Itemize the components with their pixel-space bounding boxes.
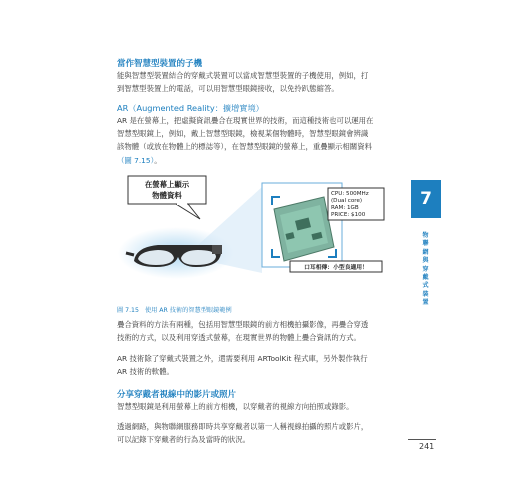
caption-number: 圖 7.15 <box>117 307 139 314</box>
footer-rule <box>408 439 436 440</box>
ar-glasses-figure <box>116 175 386 299</box>
text-line: 技術的方式，以及利用穿透式螢幕，在現實世界的物體上疊合資訊的方式。 <box>117 333 361 343</box>
section-heading-sub-device: 當作智慧型裝置的子機 <box>117 59 203 69</box>
section-heading-share: 分享穿戴者視線中的影片或照片 <box>117 390 237 400</box>
figure-reference: （圖 7.15） <box>117 155 155 165</box>
text-line: 透過網路，與物聯網服務即時共享穿戴者以第一人稱視線拍攝的照片或影片， <box>117 422 369 431</box>
info-line-1: CPU: 500MHz <box>331 191 369 197</box>
text-line: 智慧型眼鏡是利用螢幕上的前方相機，以穿戴者的視線方向拍照或錄影。 <box>117 402 354 411</box>
text-line: AR 是在螢幕上，把虛擬資訊疊合在現實世界的技術，而這種技術也可以運用在 <box>117 116 374 125</box>
callout-line-1: 在螢幕上顯示 <box>144 180 190 189</box>
info-line-2: (Dual core) <box>331 198 363 204</box>
caption-text: 使用 AR 技術的智慧型眼鏡範例 <box>144 307 232 314</box>
figure-caption <box>117 305 232 314</box>
text-line: 可以記錄下穿戴者的行為及當時的狀況。 <box>117 435 251 445</box>
info-line-4: PRICE: $100 <box>331 212 366 218</box>
text-line: 能與智慧型裝置結合的穿戴式裝置可以當成智慧型裝置的子機使用，例如，打 <box>117 71 369 80</box>
text-line <box>117 154 373 167</box>
paragraph-overlay-methods <box>117 318 368 344</box>
paragraph-realtime <box>117 420 368 446</box>
paragraph-ar <box>117 114 373 167</box>
callout-line-2: 物體資料 <box>152 191 182 200</box>
text-line: 該物體（或放在物體上的標誌等），在智慧型眼鏡的螢幕上，重疊顯示相關資料 <box>117 142 372 152</box>
text-line: 到智慧型裝置上的電話，可以用智慧型眼鏡接收，以免拎趴態縮答。 <box>117 84 339 94</box>
section-heading-ar: AR（Augmented Reality：擴增實境） <box>117 103 264 113</box>
paragraph-artoolkit <box>117 352 368 378</box>
chapter-label: 物聯網與穿戴式裝置 <box>422 232 429 307</box>
text-fragment: 。 <box>154 155 162 165</box>
page-number: 241 <box>419 442 435 451</box>
text-line: AR 技術的軟體。 <box>117 367 174 377</box>
text-line: 智慧型眼鏡上，例如，戴上智慧型眼鏡，檢視某個物體時，智慧型眼鏡會辨識 <box>117 129 369 139</box>
ar-illustration <box>116 175 386 295</box>
callout-pointer <box>176 204 200 219</box>
text-line: AR 技術除了穿戴式裝置之外，還需要利用 ARToolKit 程式庫，另外製作執行 <box>117 354 368 363</box>
paragraph-sub-device <box>117 69 368 95</box>
tag-text: 口耳相傳：小型良適用！ <box>304 265 368 271</box>
paragraph-share <box>117 400 354 413</box>
chapter-tab: 7 <box>411 180 441 218</box>
info-line-3: RAM: 1GB <box>331 205 359 211</box>
text-line: 疊合資料的方法有兩種，包括用智慧型眼鏡的前方相機拍攝影像，再疊合穿透 <box>117 320 369 329</box>
